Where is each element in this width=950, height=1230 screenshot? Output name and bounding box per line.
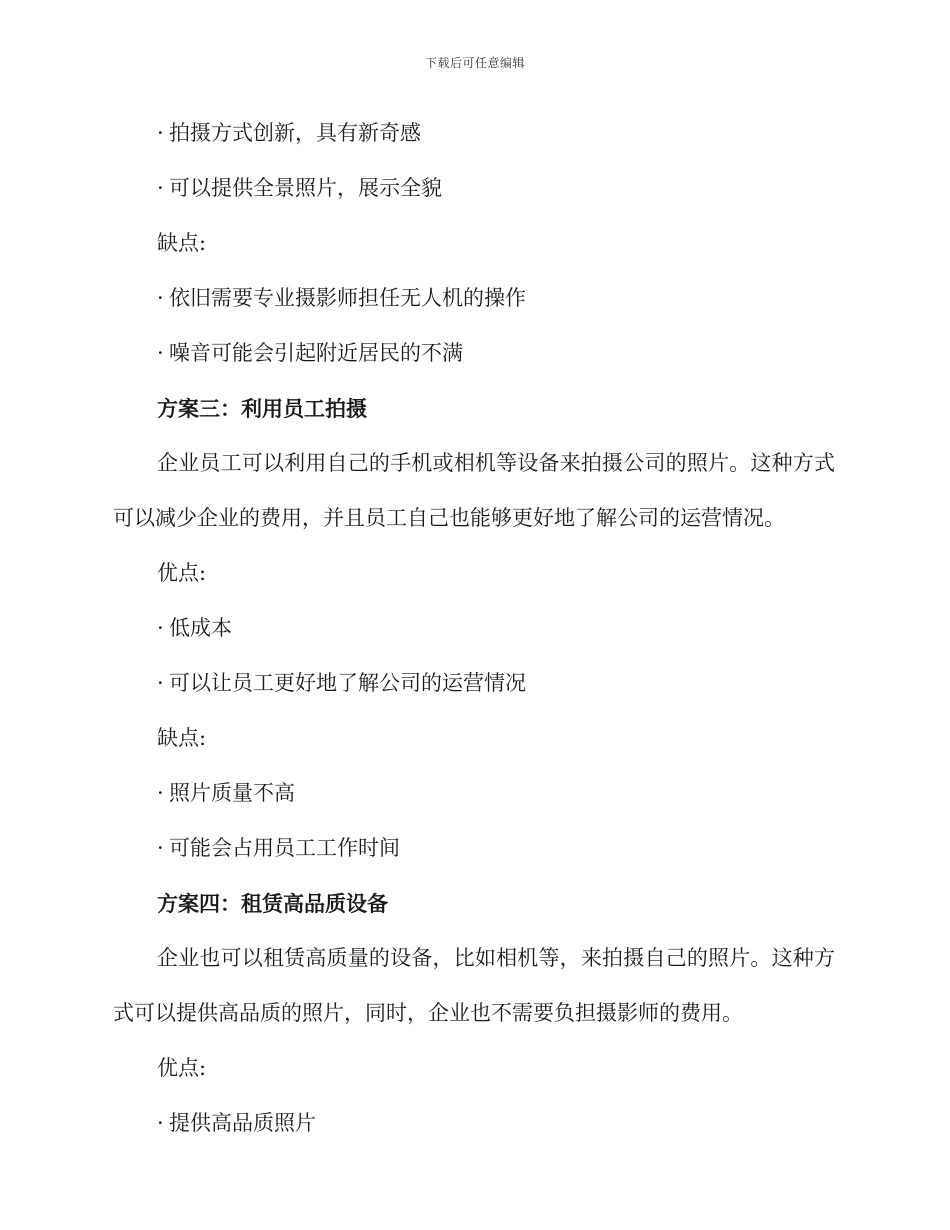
list-item [113, 326, 835, 381]
bullet-point: · [157, 781, 164, 805]
section-heading-4: 方案四：租赁高品质设备 [157, 891, 388, 916]
section-paragraph-3: 企业员工可以利用自己的手机或相机等设备来拍摄公司的照片。这种方式可以减少企业的费用，并且员工自己也能够更好地了解公司的运营情况。 [113, 451, 835, 530]
cons-label: 缺点: [157, 726, 207, 750]
list-item [113, 601, 835, 656]
section-paragraph-4: 企业也可以租赁高质量的设备，比如相机等，来拍摄自己的照片。这种方式可以提供高品质的照片，同时，企业也不需要负担摄影师的费用。 [113, 946, 835, 1025]
list-item [113, 106, 835, 161]
list-item-text: 提供高品质照片 [169, 1111, 316, 1135]
bullet-point: · [157, 1111, 164, 1135]
list-item-text: 噪音可能会引起附近居民的不满 [169, 341, 463, 365]
list-item-text: 依旧需要专业摄影师担任无人机的操作 [169, 286, 526, 310]
list-item [113, 271, 835, 326]
list-item-text: 可以提供全景照片，展示全貌 [169, 176, 442, 200]
document-body [113, 106, 835, 1151]
list-item-text: 可以让员工更好地了解公司的运营情况 [169, 671, 526, 695]
list-item [113, 1096, 835, 1151]
bullet-point: · [157, 671, 164, 695]
bullet-point: · [157, 121, 164, 145]
pros-label: 优点: [157, 561, 207, 585]
list-item-text: 照片质量不高 [169, 781, 295, 805]
list-item [113, 656, 835, 711]
bullet-point: · [157, 616, 164, 640]
list-item [113, 821, 835, 876]
page-header: 下载后可任意编辑 [424, 56, 525, 70]
bullet-point: · [157, 286, 164, 310]
bullet-point: · [157, 341, 164, 365]
list-item-text: 可能会占用员工工作时间 [169, 836, 400, 860]
cons-label: 缺点: [157, 231, 207, 255]
list-item [113, 766, 835, 821]
section-heading-3: 方案三：利用员工拍摄 [157, 396, 367, 421]
list-item-text: 低成本 [169, 616, 232, 640]
bullet-point: · [157, 836, 164, 860]
list-item [113, 161, 835, 216]
list-item-text: 拍摄方式创新，具有新奇感 [169, 121, 421, 145]
pros-label: 优点: [157, 1056, 207, 1080]
bullet-point: · [157, 176, 164, 200]
